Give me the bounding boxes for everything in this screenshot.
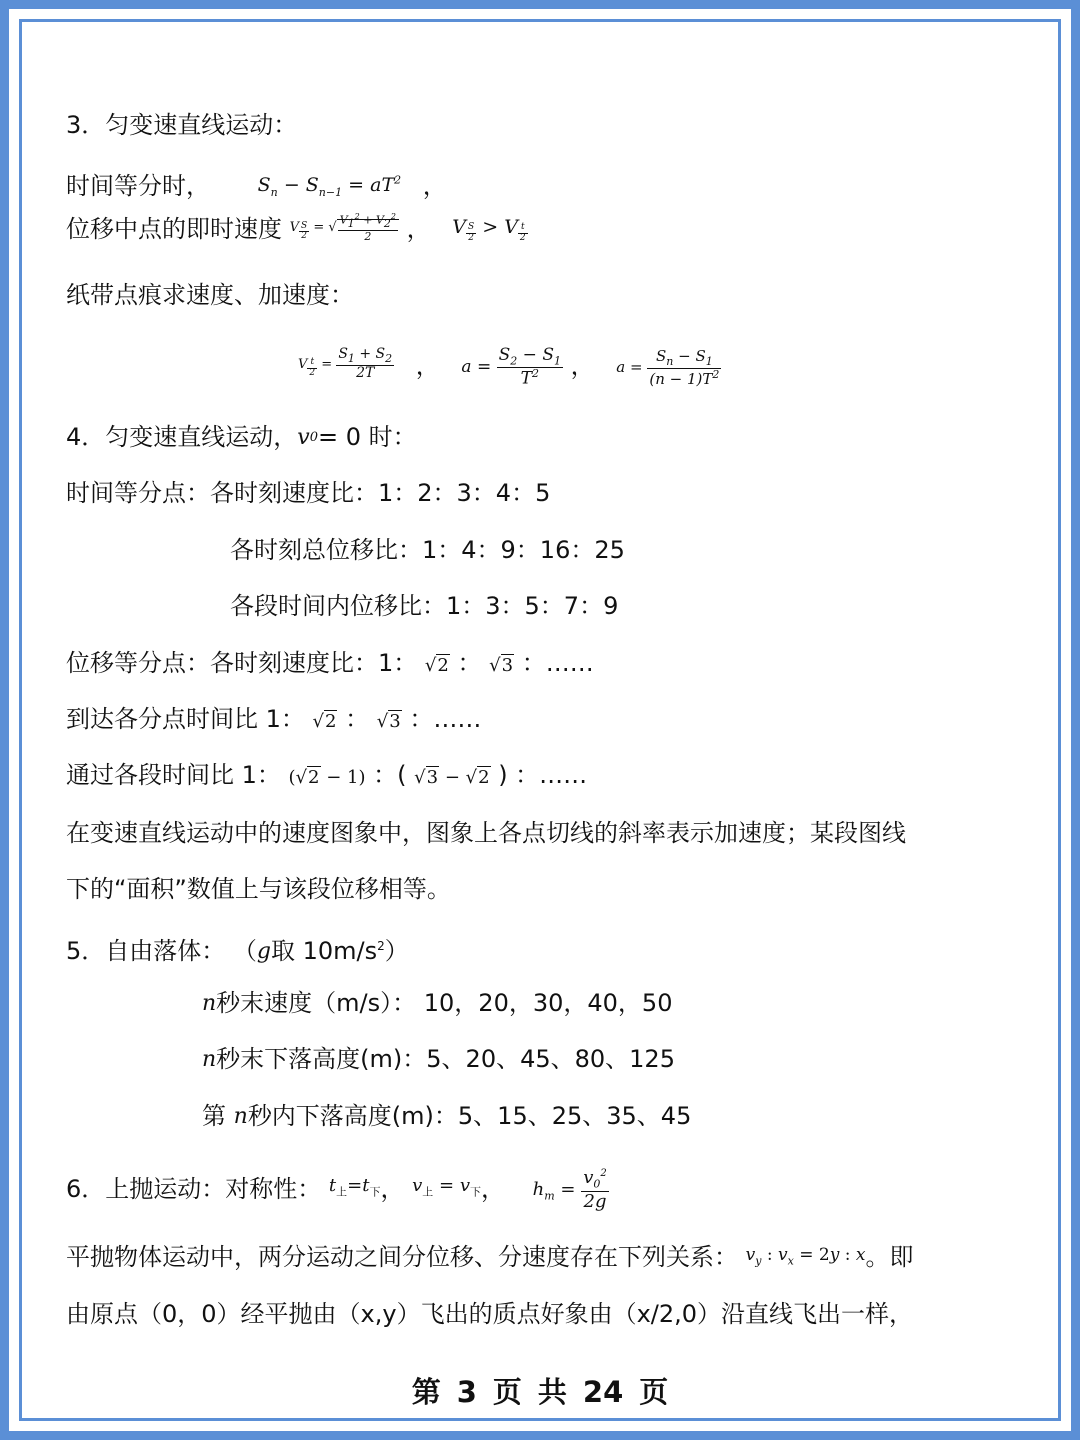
s5-heading-a: 5．自由落体： （ xyxy=(66,937,257,965)
s4-heading-a: 4．匀变速直线运动， xyxy=(66,423,298,451)
sqrt-3: √3 xyxy=(376,711,401,732)
s6-p1-b: 。即 xyxy=(865,1243,914,1272)
section-6-para-2: 由原点（0，0）经平抛由（x,y）飞出的质点好象由（x/2,0）沿直线飞出一样， xyxy=(66,1300,914,1328)
formula-max-height: $h_m$ = $\frac{v_0^2}{2g}$ xyxy=(532,1167,607,1212)
formula-delta-s: $S_n - S_{n-1} = aT^2$ xyxy=(257,174,402,200)
s5-l3-pre: 第 xyxy=(202,1102,226,1130)
section-5-line-3 xyxy=(202,1101,691,1132)
s6-sep: ， xyxy=(380,1174,405,1203)
section-3-heading: 3．匀变速直线运动： xyxy=(66,111,298,139)
section-3-formulas: V $_{\frac{t}{2}}$ = $\frac{S_1 + S_2}{2T}$ ， a = $\frac{S_2 - S_1}{T^2}$ ， a = $\frac{S_n - S_1}{(n - 1)T^2}$ xyxy=(298,344,720,390)
s3-l1-trail: ， xyxy=(422,172,447,201)
formula-time-symmetry: $t_上=t_下$ xyxy=(328,1175,381,1200)
sqrt-3: √3 xyxy=(489,655,514,676)
s4-l4-a: 位移等分点：各时刻速度比：1： xyxy=(66,649,418,677)
s4-l6-c: ) ：…… xyxy=(498,761,588,789)
section-3-line-3: 纸带点痕求速度、加速度： xyxy=(66,281,354,309)
section-4-line-1: 时间等分点：各时刻速度比：1：2：3：4：5 xyxy=(66,479,551,507)
s5-l3-text: 秒内下落高度(m)：5、15、25、35、45 xyxy=(247,1102,692,1130)
footer-b: 页 xyxy=(492,1375,522,1409)
s4-l5-a: 到达各分点时间比 1： xyxy=(66,705,305,733)
formula-tape-accel-1: a = $\frac{S_2 - S_1}{T^2}$ xyxy=(461,344,561,390)
section-6-heading xyxy=(66,1168,609,1211)
section-3-line-1 xyxy=(66,166,447,208)
formula-projectile-ratio: $v_y$ : $v_x = 2y$ : x xyxy=(745,1245,866,1268)
section-6-para-1 xyxy=(66,1240,913,1276)
s4-l5-b: ： xyxy=(345,705,370,733)
s5-n: n xyxy=(233,1104,248,1129)
s4-l4-b: ： xyxy=(457,649,482,677)
s4-l4-c: ：…… xyxy=(521,649,594,677)
page-footer xyxy=(0,1372,1080,1412)
s4-l6-a: 通过各段时间比 1： xyxy=(66,761,281,789)
section-4-line-2: 各时刻总位移比：1：4：9：16：25 xyxy=(230,536,625,564)
s5-heading-c: ） xyxy=(384,937,409,965)
s5-heading-g: g xyxy=(256,939,271,964)
sqrt-3-minus-sqrt-2: √3 − √2 xyxy=(414,767,490,788)
formula-velocity-symmetry: $v_上 = v_下$ xyxy=(412,1175,482,1200)
section-4-line-4 xyxy=(66,648,594,681)
sqrt-2: √2 xyxy=(312,711,337,732)
s6-heading: 6．上抛运动：对称性： xyxy=(66,1174,322,1203)
section-4-line-6 xyxy=(66,760,587,793)
formula-velocity-compare: V $_{\frac{S}{2}}$ > V $_{\frac{t}{2}}$ xyxy=(452,216,526,243)
sqrt-2-minus-1: (√2 − 1) xyxy=(288,767,366,788)
footer-c: 共 xyxy=(537,1375,567,1409)
section-3-line-2 xyxy=(66,212,528,248)
s5-n: n xyxy=(202,1047,217,1072)
section-4-heading xyxy=(66,422,417,453)
s3-l1-label: 时间等分时， xyxy=(66,172,210,201)
section-4-para-1: 在变速直线运动中的速度图象中，图象上各点切线的斜率表示加速度；某段图线 xyxy=(66,819,906,847)
footer-page-number: 3 xyxy=(456,1375,477,1409)
s4-heading-b: = 0 时： xyxy=(318,423,417,451)
section-5-line-1 xyxy=(202,988,672,1019)
formula-tape-accel-2: a = $\frac{S_n - S_1}{(n - 1)T^2}$ xyxy=(616,347,720,389)
s3-l2-sep: ， xyxy=(406,214,431,243)
s4-l6-b: ：( xyxy=(373,761,407,789)
formula-mid-position-velocity: V $_{\frac{S}{2}}$ = √ $\frac{V_1^2 + V_2^2}{2}$ xyxy=(290,220,399,235)
footer-a: 第 xyxy=(411,1375,441,1409)
s4-heading-var: v xyxy=(297,425,310,450)
footer-total-pages: 24 xyxy=(582,1375,624,1409)
s6-p1-a: 平抛物体运动中，两分运动之间分位移、分速度存在下列关系： xyxy=(66,1243,738,1272)
footer-d: 页 xyxy=(639,1375,669,1409)
sqrt-2: √2 xyxy=(424,655,449,676)
section-4-line-5 xyxy=(66,704,481,737)
s3-l2-label: 位移中点的即时速度 xyxy=(66,214,282,243)
s5-n: n xyxy=(202,991,217,1016)
s6-sep: ， xyxy=(481,1174,506,1203)
s5-l1-text: 秒末速度（m/s）： 10，20，30，40，50 xyxy=(216,989,673,1017)
s5-heading-sup: 2 xyxy=(377,939,385,953)
section-5-line-2 xyxy=(202,1044,675,1075)
section-4-para-2: 下的“面积”数值上与该段位移相等。 xyxy=(66,875,451,903)
s5-heading-b: 取 10m/s xyxy=(271,937,378,965)
section-4-line-3: 各段时间内位移比：1：3：5：7：9 xyxy=(230,592,619,620)
s5-l2-text: 秒末下落高度(m)：5、20、45、80、125 xyxy=(216,1045,675,1073)
s4-heading-sub: 0 xyxy=(309,430,318,445)
s4-l5-c: ：…… xyxy=(409,705,482,733)
formula-tape-velocity: V $_{\frac{t}{2}}$ = $\frac{S_1 + S_2}{2T}$ xyxy=(298,346,393,382)
section-5-heading xyxy=(66,931,409,967)
